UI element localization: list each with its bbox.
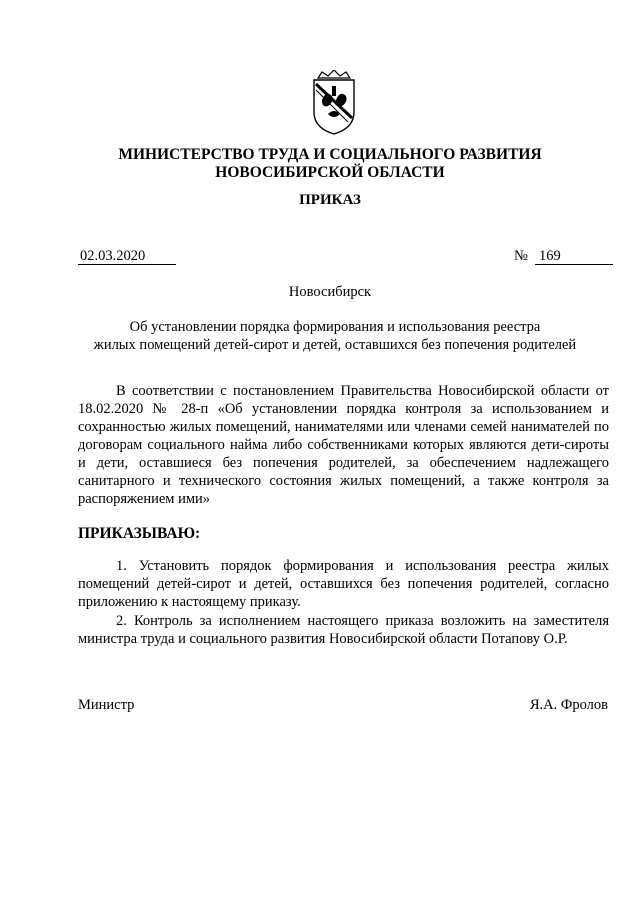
number-sign: № [514, 248, 528, 264]
ministry-title-line2: НОВОСИБИРСКОЙ ОБЛАСТИ [215, 164, 445, 181]
ministry-title-line1: МИНИСТЕРСТВО ТРУДА И СОЦИАЛЬНОГО РАЗВИТИЯ [118, 146, 542, 163]
signer-name: Я.А. Фролов [529, 697, 608, 713]
document-date: 02.03.2020 [78, 248, 176, 265]
document-type: ПРИКАЗ [299, 192, 361, 208]
decree-heading: ПРИКАЗЫВАЮ: [78, 525, 201, 542]
subject-line1: Об установлении порядка формирования и использования реестра [129, 319, 541, 335]
signer-title: Министр [78, 697, 135, 713]
order-item-1: 1. Установить порядок формирования и использования реестра жилых помещений детей-сирот и детей, оставшихся без попечения родителей, согласно приложению к настоящему приказу. [78, 558, 609, 610]
subject-line2: жилых помещений детей-сирот и детей, оставшихся без попечения родителей [93, 337, 577, 353]
intro-paragraph: В соответствии с постановлением Правительства Новосибирской области от 18.02.2020 № 28-п «Об установлении порядка контроля за использованием и сохранностью жилых помещений, нанимателями или членами семей нанимателей по договорам социального найма либо собственниками которых являются дети-сироты и дети, оставшиеся без попечения родителей, за обеспечением надлежащего санитарного и технического состояния жилых помещений, а также контроля за распоряжением ими» [78, 383, 609, 507]
document-city: Новосибирск [288, 284, 372, 300]
document-number: 169 [535, 248, 613, 265]
document-subject [70, 318, 600, 354]
coat-of-arms-icon [304, 70, 364, 136]
order-item-2: 2. Контроль за исполнением настоящего приказа возложить на заместителя министра труда и социального развития Новосибирской области Потапову О.Р. [78, 613, 609, 647]
